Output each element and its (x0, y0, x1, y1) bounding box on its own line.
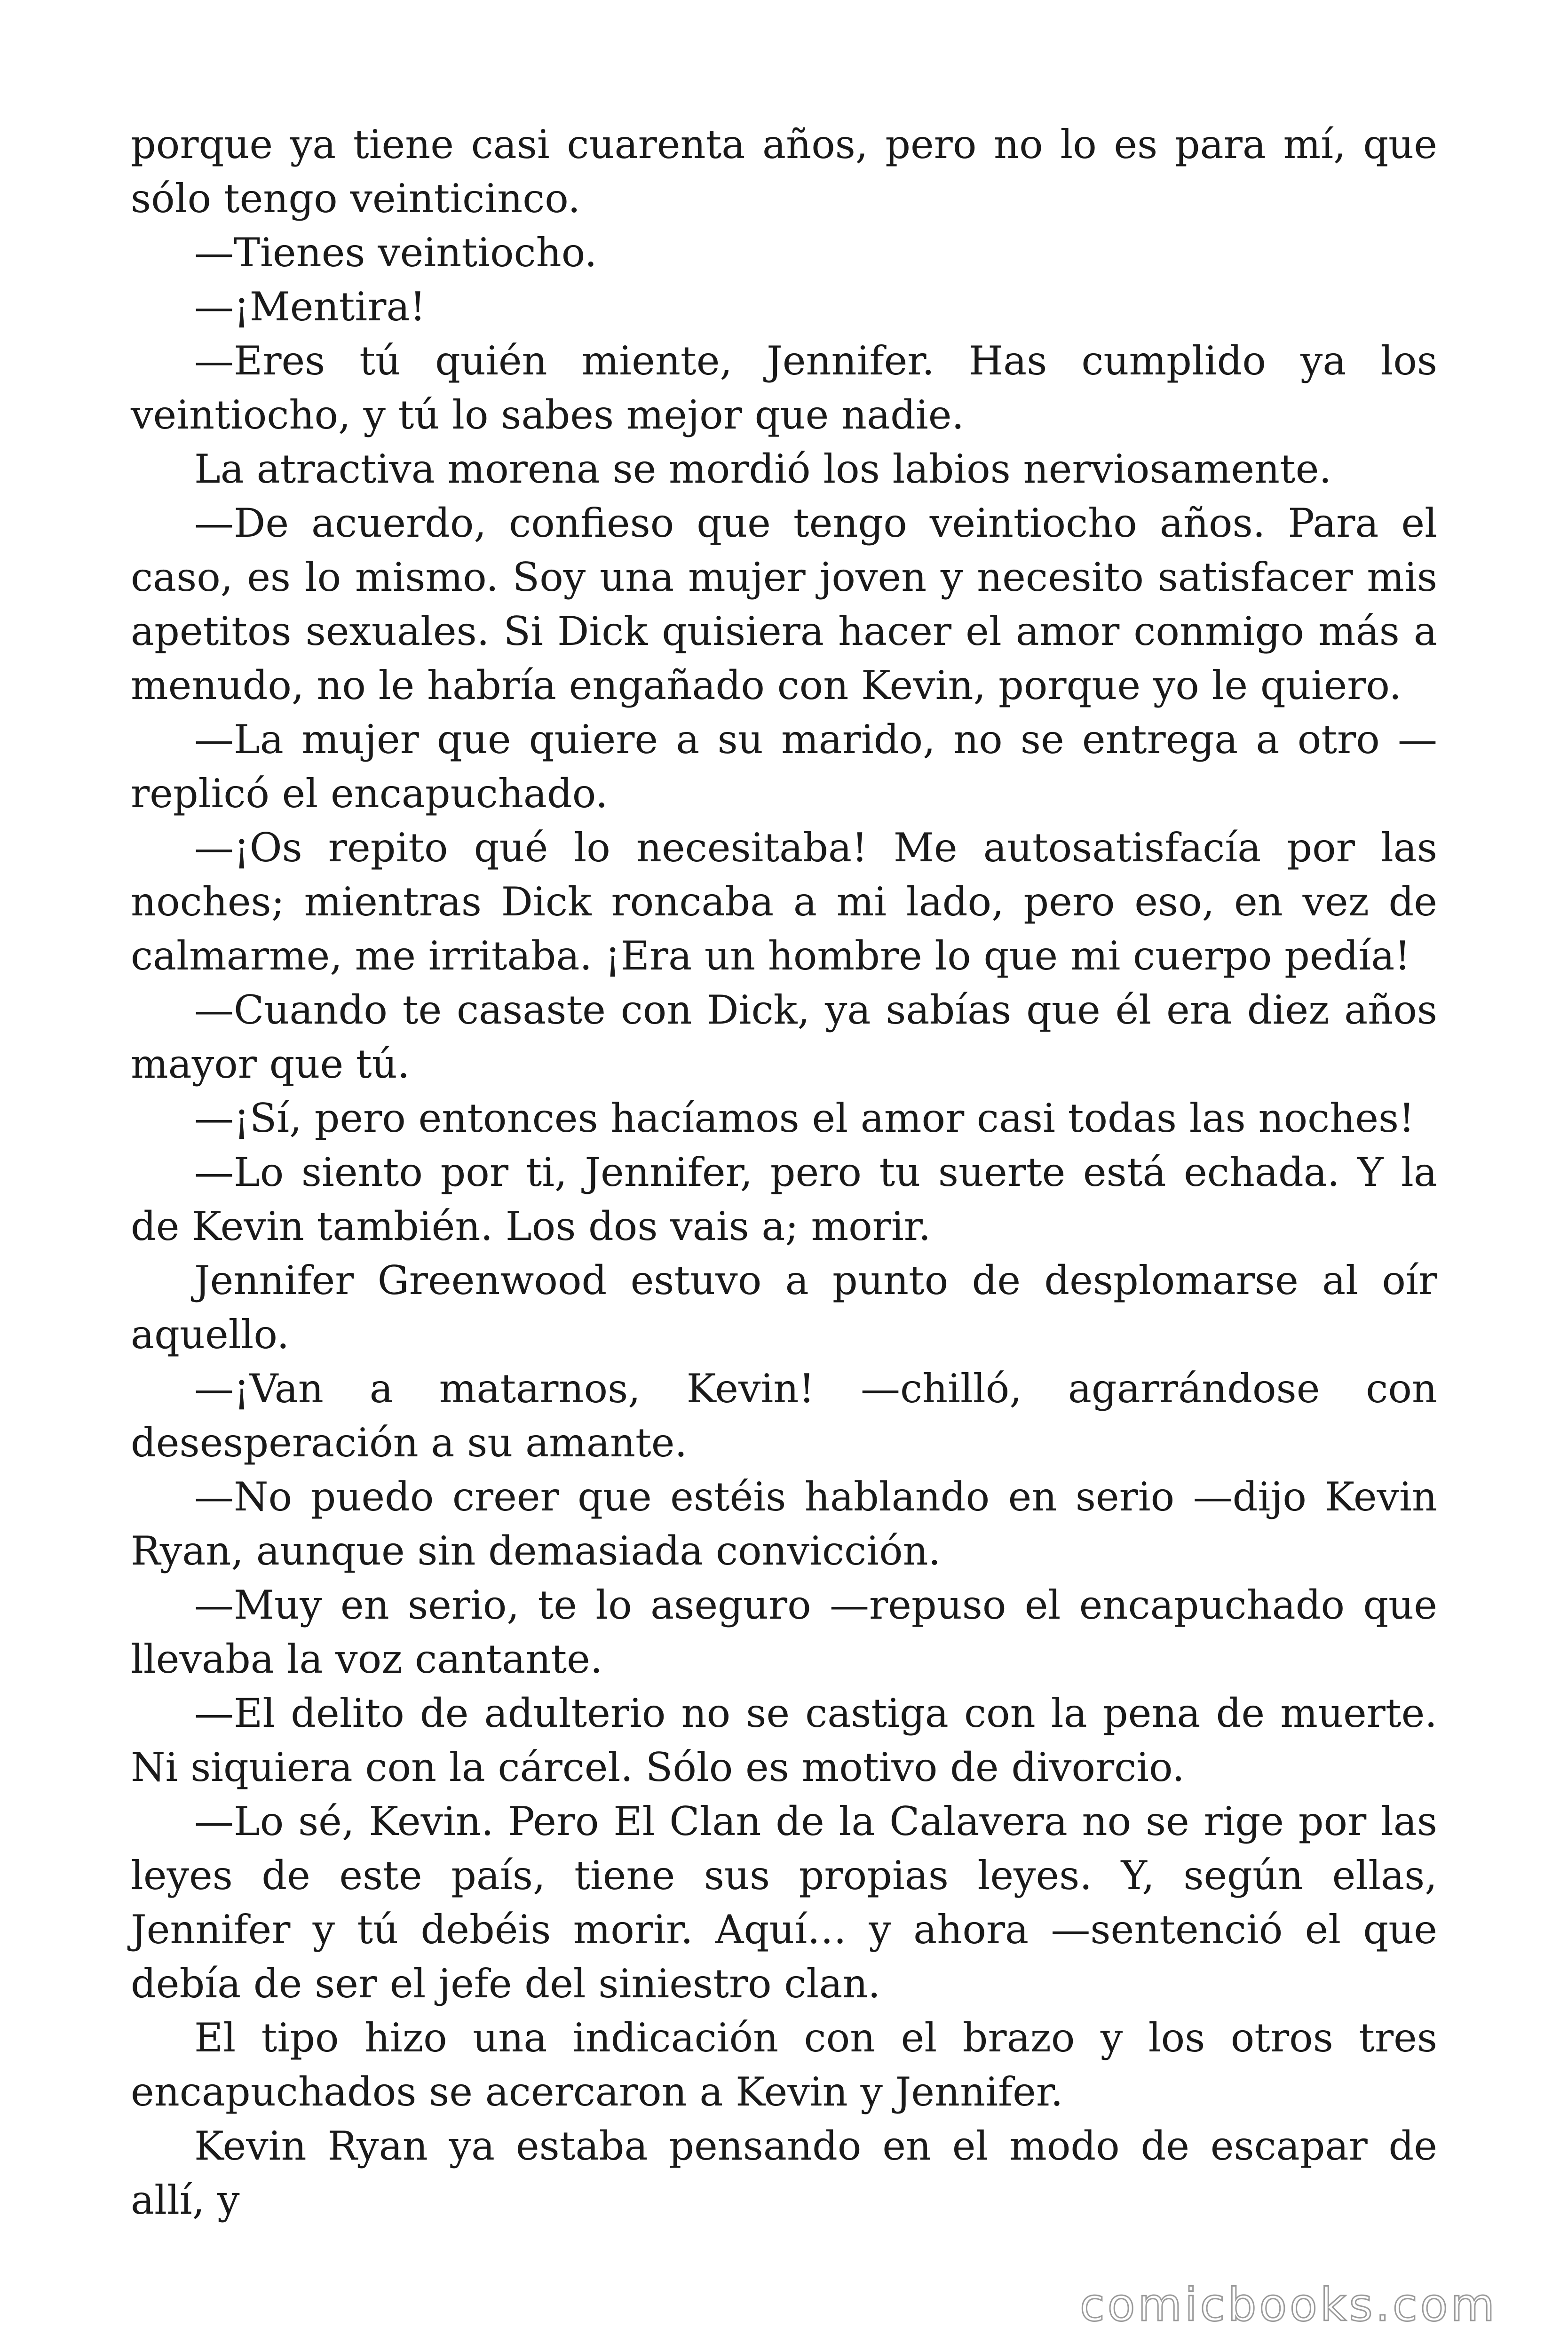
paragraph: —¡Mentira! (194, 284, 426, 330)
paragraph: Jennifer Greenwood estuvo a punto de desplomarse al oír aquello. (131, 1257, 1437, 1358)
paragraph: —Cuando te casaste con Dick, ya sabías que él era diez años mayor que tú. (131, 987, 1437, 1087)
paragraph: —¡Sí, pero entonces hacíamos el amor casi todas las noches! (194, 1095, 1415, 1141)
paragraph: porque ya tiene casi cuarenta años, pero no lo es para mí, que sólo tengo veinticinco. (131, 121, 1437, 222)
body-text (131, 118, 1437, 2227)
paragraph: —La mujer que quiere a su marido, no se entrega a otro —replicó el encapuchado. (131, 716, 1437, 817)
paragraph: —Tienes veintiocho. (194, 230, 597, 276)
paragraph: Kevin Ryan ya estaba pensando en el modo de escapar de allí, y (131, 2123, 1437, 2223)
watermark: comicbooks.com (1079, 2279, 1497, 2331)
paragraph: —Lo siento por ti, Jennifer, pero tu suerte está echada. Y la de Kevin también. Los dos vais a; morir. (131, 1149, 1437, 1249)
paragraph: —Lo sé, Kevin. Pero El Clan de la Calavera no se rige por las leyes de este país, tiene sus propias leyes. Y, según ellas, Jennifer y tú debéis morir. Aquí… y ahora —sentenció el que debía de ser el jefe del siniestro clan. (131, 1798, 1437, 2007)
paragraph: —El delito de adulterio no se castiga con la pena de muerte. Ni siquiera con la cárcel. Sólo es motivo de divorcio. (131, 1690, 1437, 1790)
paragraph: La atractiva morena se mordió los labios nerviosamente. (194, 446, 1332, 492)
paragraph: —No puedo creer que estéis hablando en serio —dijo Kevin Ryan, aunque sin demasiada convicción. (131, 1474, 1437, 1574)
paragraph: —De acuerdo, confieso que tengo veintiocho años. Para el caso, es lo mismo. Soy una mujer joven y necesito satisfacer mis apetitos sexuales. Si Dick quisiera hacer el amor conmigo más a menudo, no le habría engañado con Kevin, porque yo le quiero. (131, 500, 1437, 708)
paragraph: —Eres tú quién miente, Jennifer. Has cumplido ya los veintiocho, y tú lo sabes mejor que nadie. (131, 338, 1437, 438)
paragraph: —Muy en serio, te lo aseguro —repuso el encapuchado que llevaba la voz cantante. (131, 1582, 1437, 1682)
paragraph: —¡Os repito qué lo necesitaba! Me autosatisfacía por las noches; mientras Dick roncaba a mi lado, pero eso, en vez de calmarme, me irritaba. ¡Era un hombre lo que mi cuerpo pedía! (131, 825, 1437, 979)
paragraph: El tipo hizo una indicación con el brazo y los otros tres encapuchados se acercaron a Kevin y Jennifer. (131, 2015, 1437, 2115)
paragraph: —¡Van a matarnos, Kevin! —chilló, agarrándose con desesperación a su amante. (131, 1366, 1437, 1466)
